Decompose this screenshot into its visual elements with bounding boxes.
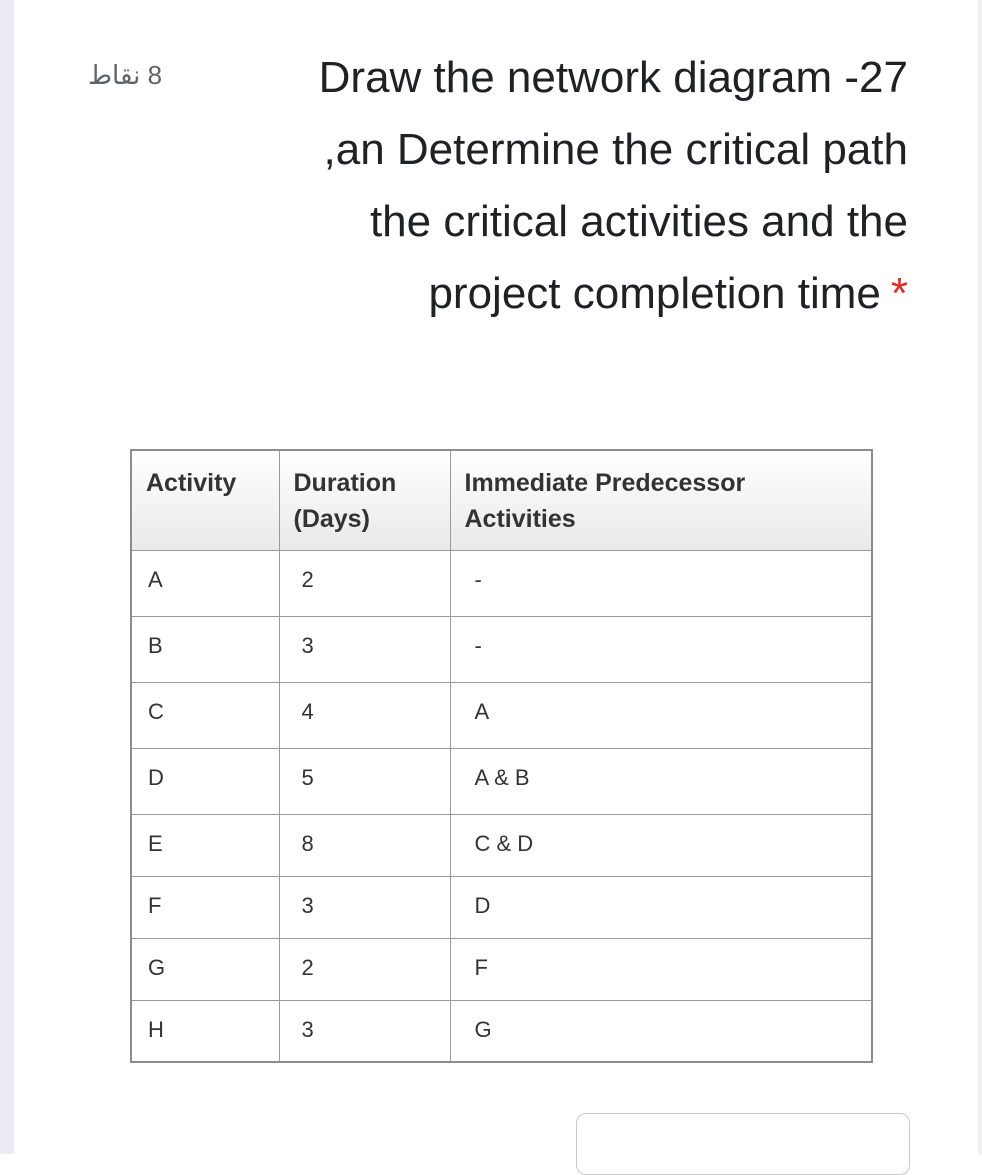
points-label: 8 نقاط <box>88 60 163 90</box>
cell-predecessors: - <box>450 616 872 682</box>
cell-activity: F <box>131 876 279 938</box>
cell-predecessors: G <box>450 1000 872 1062</box>
cell-activity: D <box>131 748 279 814</box>
header-predecessors: Immediate Predecessor Activities <box>450 450 872 550</box>
cell-duration: 2 <box>279 938 450 1000</box>
cell-predecessors: - <box>450 550 872 616</box>
cell-duration: 8 <box>279 814 450 876</box>
cell-predecessors: A & B <box>450 748 872 814</box>
question-line-1: Draw the network diagram -27 <box>318 53 908 102</box>
cell-activity: B <box>131 616 279 682</box>
table-row <box>131 938 872 1000</box>
table-row <box>131 616 872 682</box>
table-row <box>131 814 872 876</box>
table-row <box>131 876 872 938</box>
table-row <box>131 550 872 616</box>
required-asterisk: * <box>890 269 908 318</box>
cell-duration: 5 <box>279 748 450 814</box>
page-right-edge <box>978 0 982 1154</box>
table-row <box>131 748 872 814</box>
header-duration: Duration (Days) <box>279 450 450 550</box>
cell-duration: 3 <box>279 616 450 682</box>
question-line-2: an Determine the critical path, <box>323 125 908 174</box>
cell-duration: 4 <box>279 682 450 748</box>
table-row <box>131 682 872 748</box>
cell-duration: 3 <box>279 876 450 938</box>
cell-activity: G <box>131 938 279 1000</box>
table-row <box>131 1000 872 1062</box>
question-text <box>208 42 908 330</box>
table-header-row <box>131 450 872 550</box>
cell-activity: H <box>131 1000 279 1062</box>
cell-predecessors: A <box>450 682 872 748</box>
table-body <box>131 550 872 1062</box>
cell-duration: 3 <box>279 1000 450 1062</box>
header-activity: Activity <box>131 450 279 550</box>
cell-activity: A <box>131 550 279 616</box>
cell-duration: 2 <box>279 550 450 616</box>
cell-predecessors: D <box>450 876 872 938</box>
answer-input-box[interactable] <box>576 1113 910 1175</box>
cell-predecessors: C & D <box>450 814 872 876</box>
question-line-3: the critical activities and the <box>369 197 908 246</box>
cell-predecessors: F <box>450 938 872 1000</box>
question-line-4 <box>208 258 908 330</box>
cell-activity: C <box>131 682 279 748</box>
page-left-strip <box>0 0 14 1154</box>
question-line-4-text: project completion time <box>428 269 881 318</box>
predecessor-table <box>130 449 873 1063</box>
cell-activity: E <box>131 814 279 876</box>
